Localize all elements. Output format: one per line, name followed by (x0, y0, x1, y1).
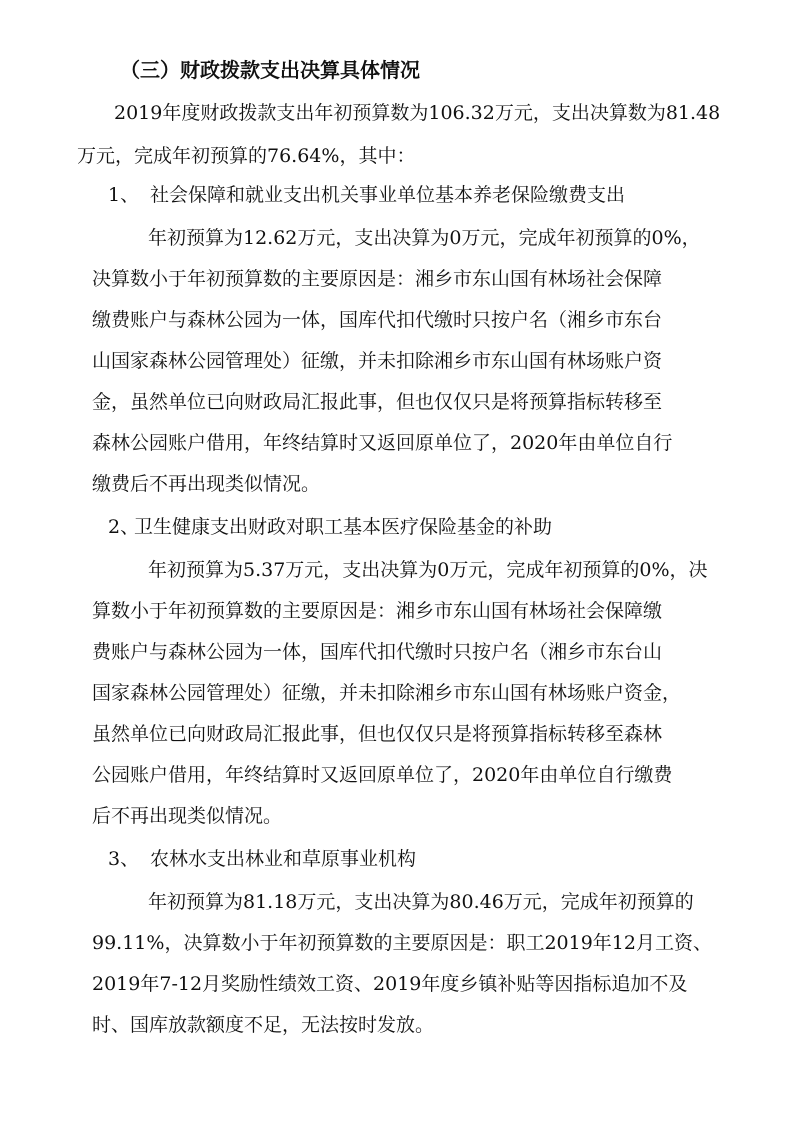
intro-line-1: 2019年度财政拨款支出年初预算数为106.32万元，支出决算数为81.48 (114, 102, 721, 124)
item-2-line-1: 年初预算为5.37万元，支出决算为0万元，完成年初预算的0%，决 (148, 559, 708, 581)
item-1-number: 1、 (108, 184, 140, 206)
item-2-line-2: 算数小于年初预算数的主要原因是：湘乡市东山国有林场社会保障缴 (92, 600, 663, 622)
item-1-line-7: 缴费后不再出现类似情况。 (92, 473, 321, 495)
item-1-line-1: 年初预算为12.62万元，支出决算为0万元，完成年初预算的0%， (148, 227, 701, 249)
item-2-number: 2、 (108, 516, 140, 538)
item-1-line-5: 金，虽然单位已向财政局汇报此事，但也仅仅只是将预算指标转移至 (92, 391, 663, 413)
item-3-line-1: 年初预算为81.18万元，支出决算为80.46万元，完成年初预算的 (148, 891, 694, 913)
item-1-line-3: 缴费账户与森林公园为一体，国库代扣代缴时只按户名（湘乡市东台 (92, 309, 663, 331)
item-3-line-3: 2019年7-12月奖励性绩效工资、2019年度乡镇补贴等因指标追加不及 (92, 973, 688, 995)
item-1-title: 社会保障和就业支出机关事业单位基本养老保险缴费支出 (150, 184, 626, 206)
item-3-line-2: 99.11%，决算数小于年初预算数的主要原因是：职工2019年12月工资、 (92, 932, 712, 954)
item-2-line-3: 费账户与森林公园为一体，国库代扣代缴时只按户名（湘乡市东台山 (92, 641, 663, 663)
item-1-line-6: 森林公园账户借用，年终结算时又返回原单位了，2020年由单位自行 (92, 432, 673, 454)
item-2-line-6: 公园账户借用，年终结算时又返回原单位了，2020年由单位自行缴费 (92, 764, 673, 786)
item-2-title: 卫生健康支出财政对职工基本医疗保险基金的补助 (134, 516, 553, 538)
item-3-title: 农林水支出林业和草原事业机构 (150, 848, 417, 870)
item-2-line-5: 虽然单位已向财政局汇报此事，但也仅仅只是将预算指标转移至森林 (92, 723, 663, 745)
item-2-line-7: 后不再出现类似情况。 (92, 805, 283, 827)
intro-line-2: 万元，完成年初预算的76.64%，其中： (77, 145, 416, 167)
section-heading: （三）财政拨款支出决算具体情况 (120, 58, 420, 82)
item-2-line-4: 国家森林公园管理处）征缴，并未扣除湘乡市东山国有林场账户资金， (92, 682, 682, 704)
item-3-line-4: 时、国库放款额度不足，无法按时发放。 (92, 1014, 435, 1036)
item-1-line-4: 山国家森林公园管理处）征缴，并未扣除湘乡市东山国有林场账户资 (92, 350, 663, 372)
item-3-number: 3、 (108, 848, 140, 870)
item-1-line-2: 决算数小于年初预算数的主要原因是：湘乡市东山国有林场社会保障 (92, 268, 663, 290)
